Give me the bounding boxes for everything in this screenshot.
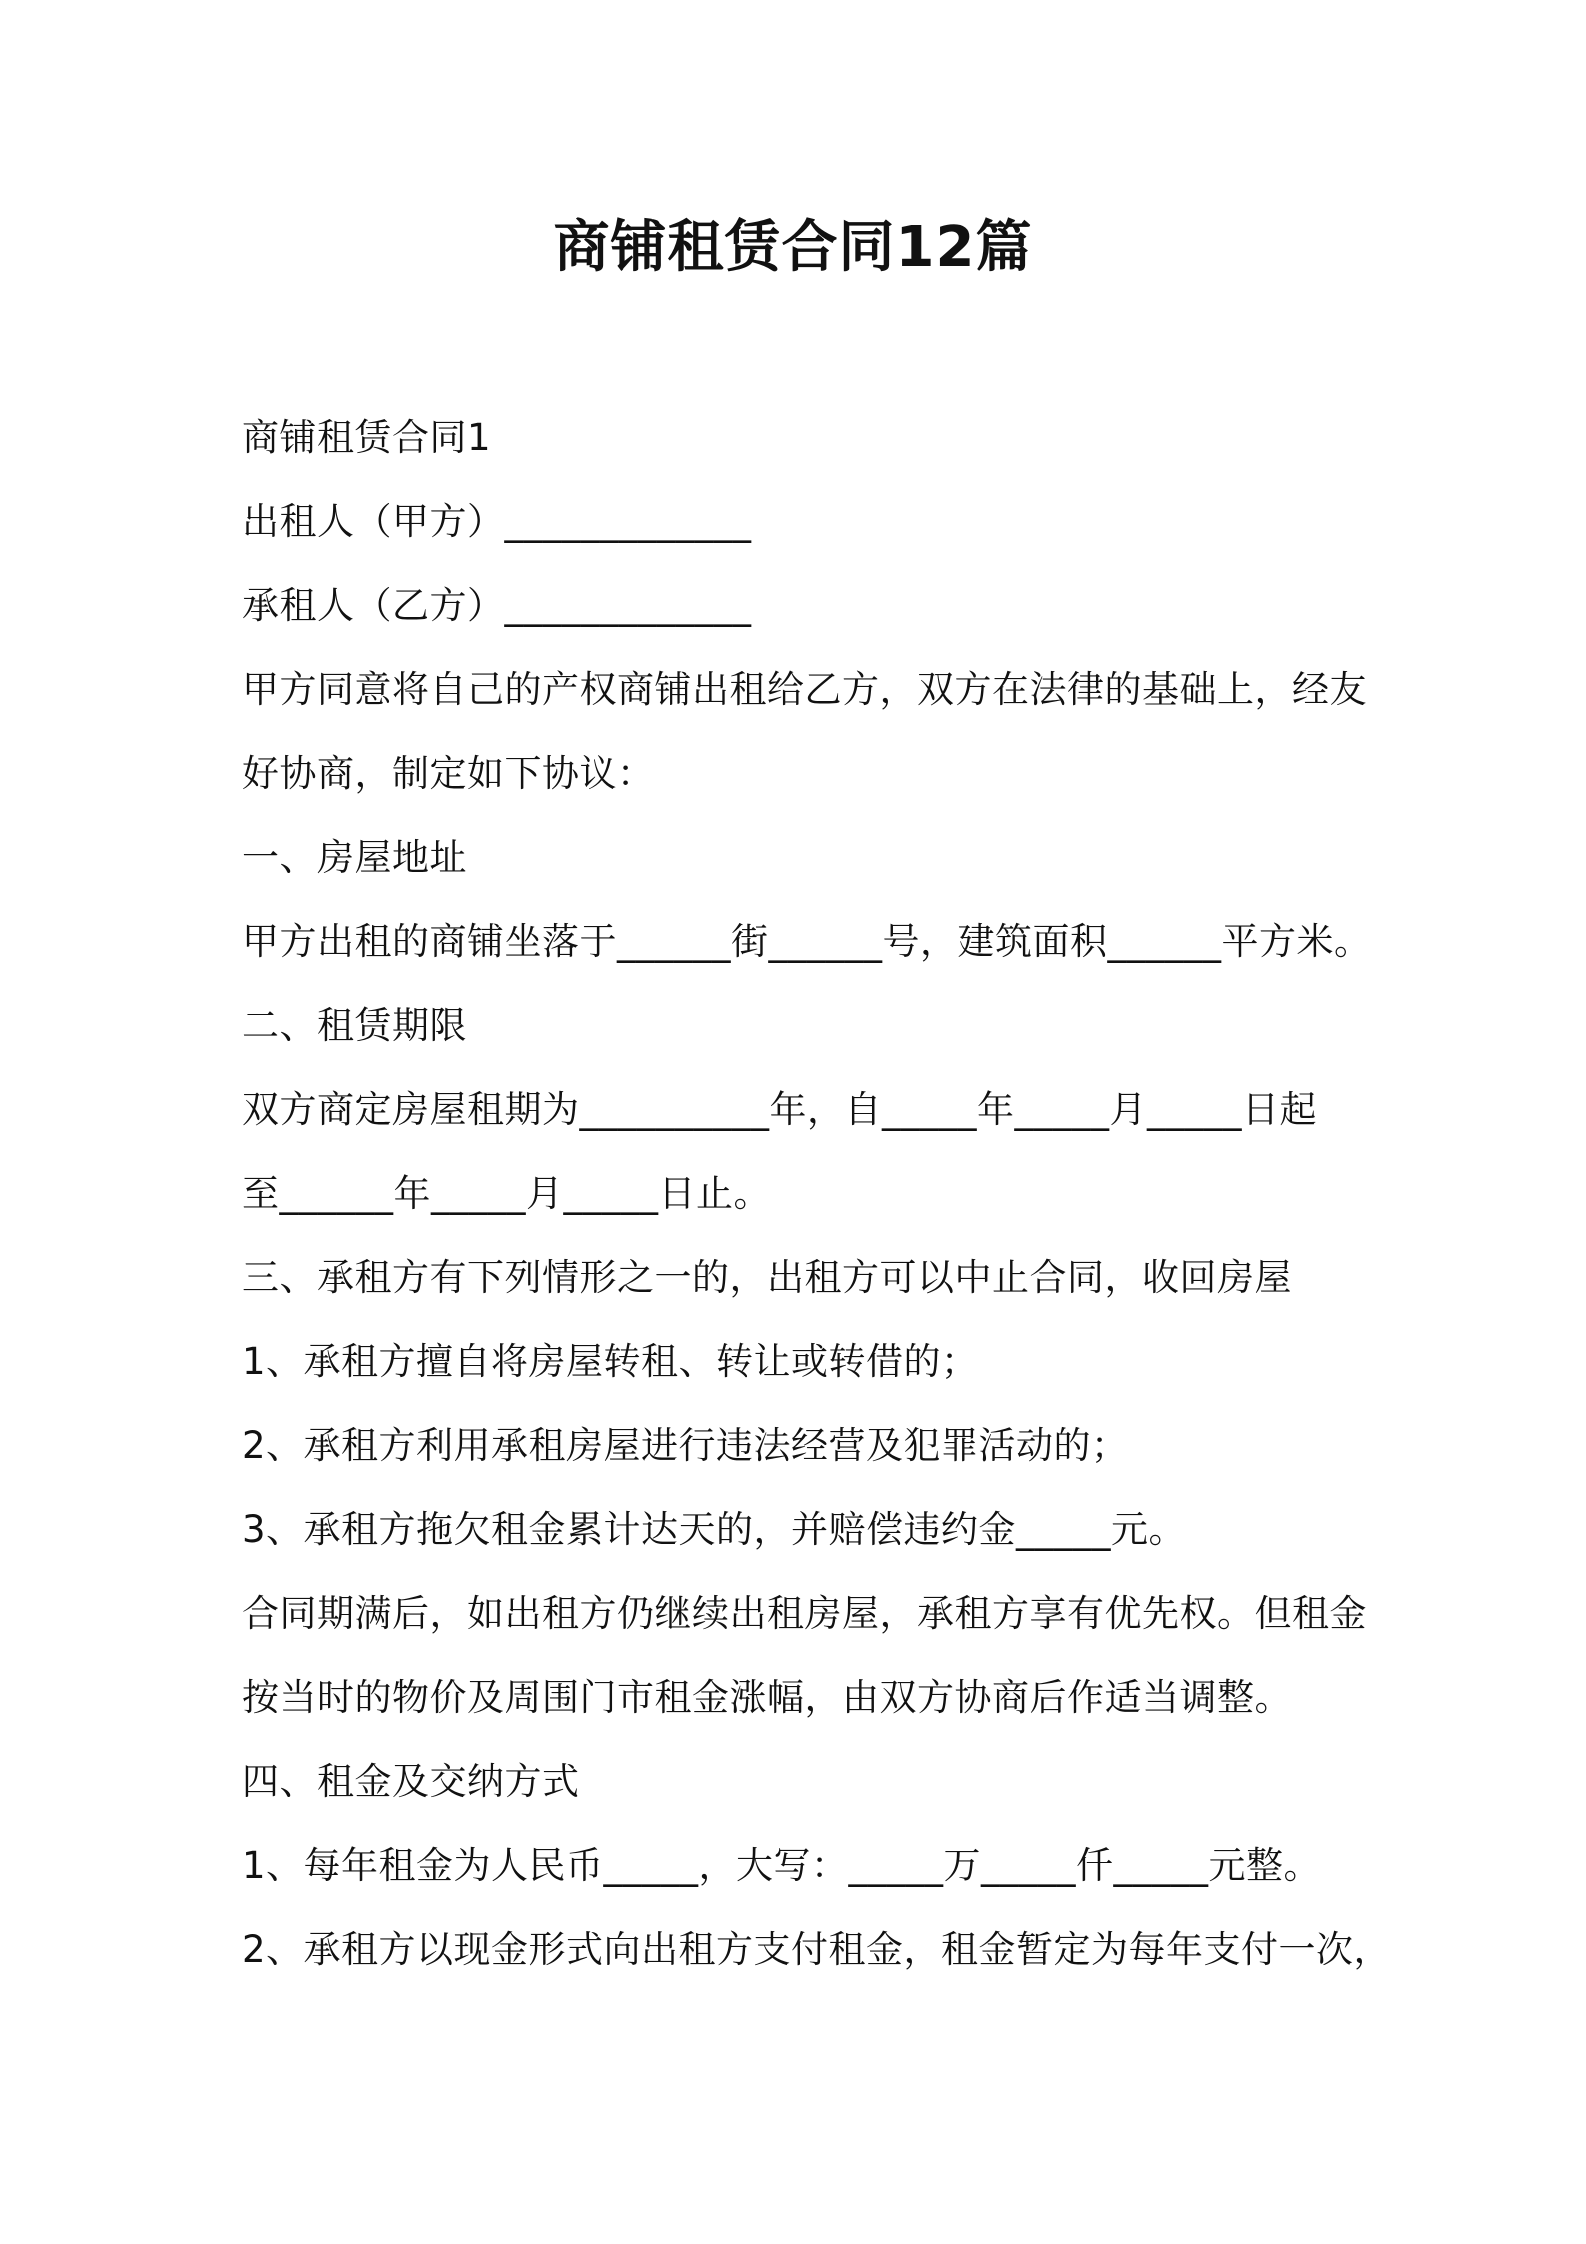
- list-item: 2、承租方利用承租房屋进行违法经营及犯罪活动的；: [242, 1424, 1129, 1467]
- list-item: 2、承租方以现金形式向出租方支付租金，租金暂定为每年支付一次，: [242, 1928, 1392, 1971]
- paragraph-line: 好协商，制定如下协议：: [242, 752, 655, 795]
- lessor-line: 出租人（甲方）_____________: [242, 500, 752, 543]
- section-heading: 二、租赁期限: [242, 1004, 467, 1047]
- section-heading: 四、租金及交纳方式: [242, 1760, 580, 1803]
- list-item: 1、每年租金为人民币_____，大写：_____万_____仟_____元整。: [242, 1844, 1322, 1887]
- list-item: 1、承租方擅自将房屋转租、转让或转借的；: [242, 1340, 979, 1383]
- contract-heading: 商铺租赁合同1: [242, 416, 492, 459]
- paragraph-line: 按当时的物价及周围门市租金涨幅，由双方协商后作适当调整。: [242, 1676, 1292, 1719]
- document-title: 商铺租赁合同12篇: [553, 215, 1033, 280]
- paragraph-line: 甲方同意将自己的产权商铺出租给乙方，双方在法律的基础上，经友: [242, 668, 1367, 711]
- paragraph-line: 合同期满后，如出租方仍继续出租房屋，承租方享有优先权。但租金: [242, 1592, 1367, 1635]
- lessee-line: 承租人（乙方）_____________: [242, 584, 752, 627]
- paragraph-line: 双方商定房屋租期为__________年，自_____年_____月_____日起: [242, 1088, 1317, 1131]
- section-heading: 三、承租方有下列情形之一的，出租方可以中止合同，收回房屋: [242, 1256, 1292, 1299]
- paragraph-line: 甲方出租的商铺坐落于______街______号，建筑面积______平方米。: [242, 920, 1372, 963]
- section-heading: 一、房屋地址: [242, 836, 467, 879]
- list-item: 3、承租方拖欠租金累计达天的，并赔偿违约金_____元。: [242, 1508, 1187, 1551]
- paragraph-line: 至______年_____月_____日止。: [242, 1172, 771, 1215]
